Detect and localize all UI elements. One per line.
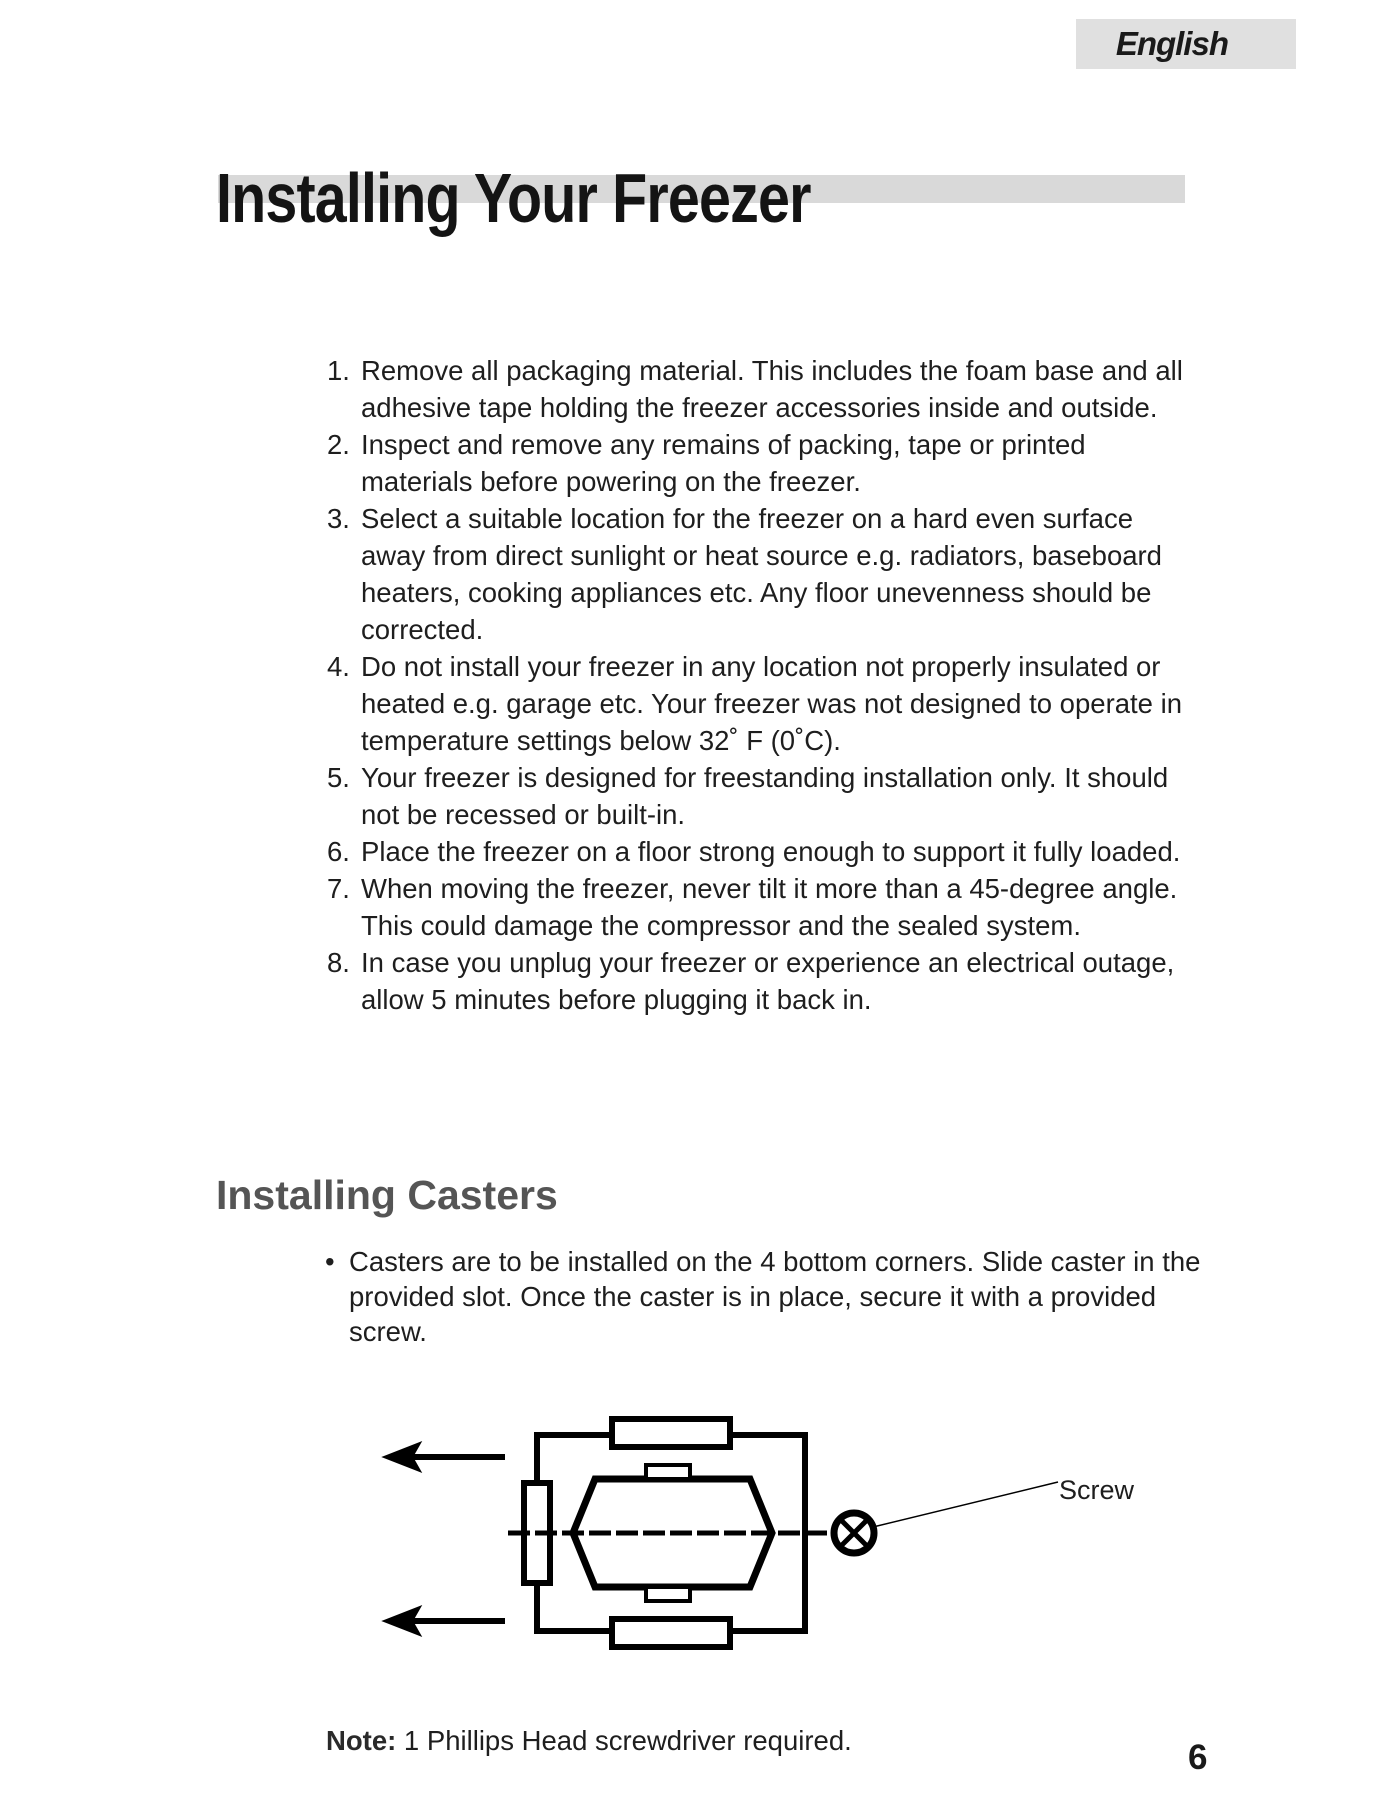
list-item: [327, 426, 1197, 500]
note: [326, 1725, 852, 1757]
list-item: [327, 352, 1197, 426]
caster-diagram: [380, 1405, 1140, 1705]
arrow-left-icon: [384, 1443, 505, 1471]
step-text: Inspect and remove any remains of packing, tape or printed materials before powering on the freezer.: [361, 429, 1086, 497]
page-number: 6: [1188, 1738, 1208, 1777]
step-number: 1.: [327, 355, 350, 386]
casters-instruction-text: Casters are to be installed on the 4 bottom corners. Slide caster in the provided slot. Once the caster is in place, secure it with a provided screw.: [349, 1246, 1201, 1347]
step-number: 3.: [327, 503, 350, 534]
list-item: [327, 870, 1197, 944]
installation-steps: [327, 352, 1197, 1018]
screw-label: Screw: [1059, 1475, 1135, 1505]
list-item: [327, 833, 1197, 870]
step-text: Your freezer is designed for freestanding installation only. It should not be recessed or built-in.: [361, 762, 1169, 830]
list-item: [327, 648, 1197, 759]
language-tab: [1076, 19, 1296, 69]
casters-heading: Installing Casters: [216, 1172, 558, 1218]
step-text: Place the freezer on a floor strong enough to support it fully loaded.: [361, 836, 1181, 867]
step-number: 2.: [327, 429, 350, 460]
step-text: In case you unplug your freezer or experience an electrical outage, allow 5 minutes before plugging it back in.: [361, 947, 1175, 1015]
step-number: 6.: [327, 836, 350, 867]
note-text: 1 Phillips Head screwdriver required.: [396, 1725, 852, 1756]
note-label: Note:: [326, 1725, 397, 1756]
arrow-left-icon: [384, 1607, 505, 1635]
casters-instruction: [325, 1244, 1209, 1349]
screw-leader-line: [873, 1482, 1058, 1527]
caster-slot-bottom: [612, 1619, 730, 1647]
list-item: [327, 500, 1197, 648]
page-title: Installing Your Freezer: [216, 159, 811, 237]
list-item: [327, 759, 1197, 833]
language-label: English: [1115, 25, 1228, 62]
step-text: When moving the freezer, never tilt it more than a 45-degree angle. This could damage the compressor and the sealed system.: [361, 873, 1178, 941]
screw-icon: [834, 1513, 874, 1553]
list-item: [327, 944, 1197, 1018]
step-number: 4.: [327, 651, 350, 682]
step-number: 5.: [327, 762, 350, 793]
step-number: 7.: [327, 873, 350, 904]
caster-slot-top: [612, 1419, 730, 1447]
bullet-mark: •: [325, 1246, 335, 1277]
step-text: Do not install your freezer in any location not properly insulated or heated e.g. garage etc. Your freezer was not designed to operate in temperature settings below 32˚ F (0˚C).: [361, 651, 1182, 756]
step-number: 8.: [327, 947, 350, 978]
step-text: Select a suitable location for the freezer on a hard even surface away from direct sunlight or heat source e.g. radiators, baseboard heaters, cooking appliances etc. Any floor unevenness should be corrected.: [361, 503, 1162, 645]
step-text: Remove all packaging material. This includes the foam base and all adhesive tape holding the freezer accessories inside and outside.: [361, 355, 1183, 423]
